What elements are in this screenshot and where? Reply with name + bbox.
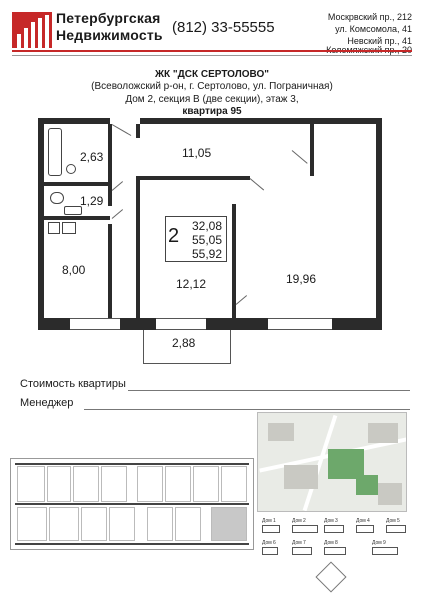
section-plan-thumbnail: [10, 458, 254, 550]
door-balcony: [236, 295, 247, 305]
manager-line: [84, 409, 410, 410]
area-wc: 1,29: [80, 194, 104, 208]
building-line: Дом 2, секция В (две секции), этаж 3,: [125, 94, 299, 105]
apartment-summary-box: [165, 216, 227, 262]
kitchen-sink-icon: [62, 222, 76, 234]
wall-middle-left: [136, 176, 140, 318]
area-room-middle: 12,12: [176, 277, 207, 291]
legend-house-9: Дом 9: [372, 540, 386, 546]
door-entrance: [112, 124, 132, 136]
legend-house-5: Дом 5: [386, 518, 400, 524]
wall-left: [38, 118, 44, 330]
window-room-right: [268, 318, 332, 330]
area-room-right: 19,96: [286, 272, 317, 286]
area-bathroom: 2,63: [80, 150, 104, 164]
cost-line: [128, 390, 410, 391]
phone-number: (812) 33-55555: [172, 19, 275, 36]
door-kitchen: [112, 209, 123, 219]
stove-icon: [48, 222, 60, 234]
compass-icon: [315, 561, 346, 592]
window-room-middle: [156, 318, 206, 330]
sink-icon: [66, 164, 76, 174]
wall-bath-wc: [44, 182, 110, 186]
location-line: (Всеволожский р-он, г. Сертолово, ул. Пограничная): [91, 81, 333, 92]
brand-name-line1: Петербургская: [56, 10, 161, 26]
legend-house-3: Дом 3: [324, 518, 338, 524]
wall-bath-right: [108, 124, 112, 206]
area-hall: 11,05: [182, 146, 212, 160]
wall-hall-right: [310, 124, 314, 176]
legend-house-8: Дом 8: [324, 540, 338, 546]
wall-middle-right: [232, 204, 236, 318]
legend-house-7: Дом 7: [292, 540, 306, 546]
header-divider-grey: [12, 55, 412, 56]
cost-label: Стоимость квартиры: [20, 378, 126, 390]
manager-label: Менеджер: [20, 397, 74, 409]
door-wc: [112, 181, 123, 191]
header-divider-red: [12, 50, 412, 52]
legend-house-6: Дом 6: [262, 540, 276, 546]
brand-name-line2: Недвижимость: [56, 27, 163, 43]
legend-house-2: Дом 2: [292, 518, 306, 524]
total-area: 55,05: [191, 233, 222, 247]
window-kitchen: [70, 318, 120, 330]
highlighted-apartment: [211, 507, 247, 541]
rooms-count: 2: [168, 225, 180, 247]
wall-top-left: [38, 118, 110, 124]
area-balcony: 2,88: [172, 336, 196, 350]
address-2: ул. Комсомола, 41: [335, 24, 412, 34]
wall-right: [376, 118, 382, 330]
legend-house-4: Дом 4: [356, 518, 370, 524]
address-1: Москрвский пр., 212: [327, 12, 412, 22]
living-area: 32,08: [191, 219, 222, 233]
bathtub-icon: [48, 128, 62, 176]
apartment-number: квартира 95: [182, 106, 242, 117]
door-room-middle: [250, 178, 264, 190]
legend-house-1: Дом 1: [262, 518, 276, 524]
address-3: Невский пр., 41: [347, 36, 412, 46]
complex-title: ЖК "ДСК СЕРТОЛОВО": [155, 69, 269, 80]
wall-kitchen-right: [108, 224, 112, 318]
total-area-with-balcony: 55,92: [191, 247, 222, 261]
wall-entry-stub: [136, 124, 140, 138]
wall-top-right: [140, 118, 382, 124]
door-room-right: [292, 150, 308, 164]
toilet-icon: [50, 192, 64, 204]
wall-wc-kitchen: [44, 216, 110, 220]
wall-hall-bottom: [140, 176, 250, 180]
location-map: [257, 412, 407, 512]
company-logo: [12, 12, 52, 48]
area-kitchen: 8,00: [62, 263, 86, 277]
